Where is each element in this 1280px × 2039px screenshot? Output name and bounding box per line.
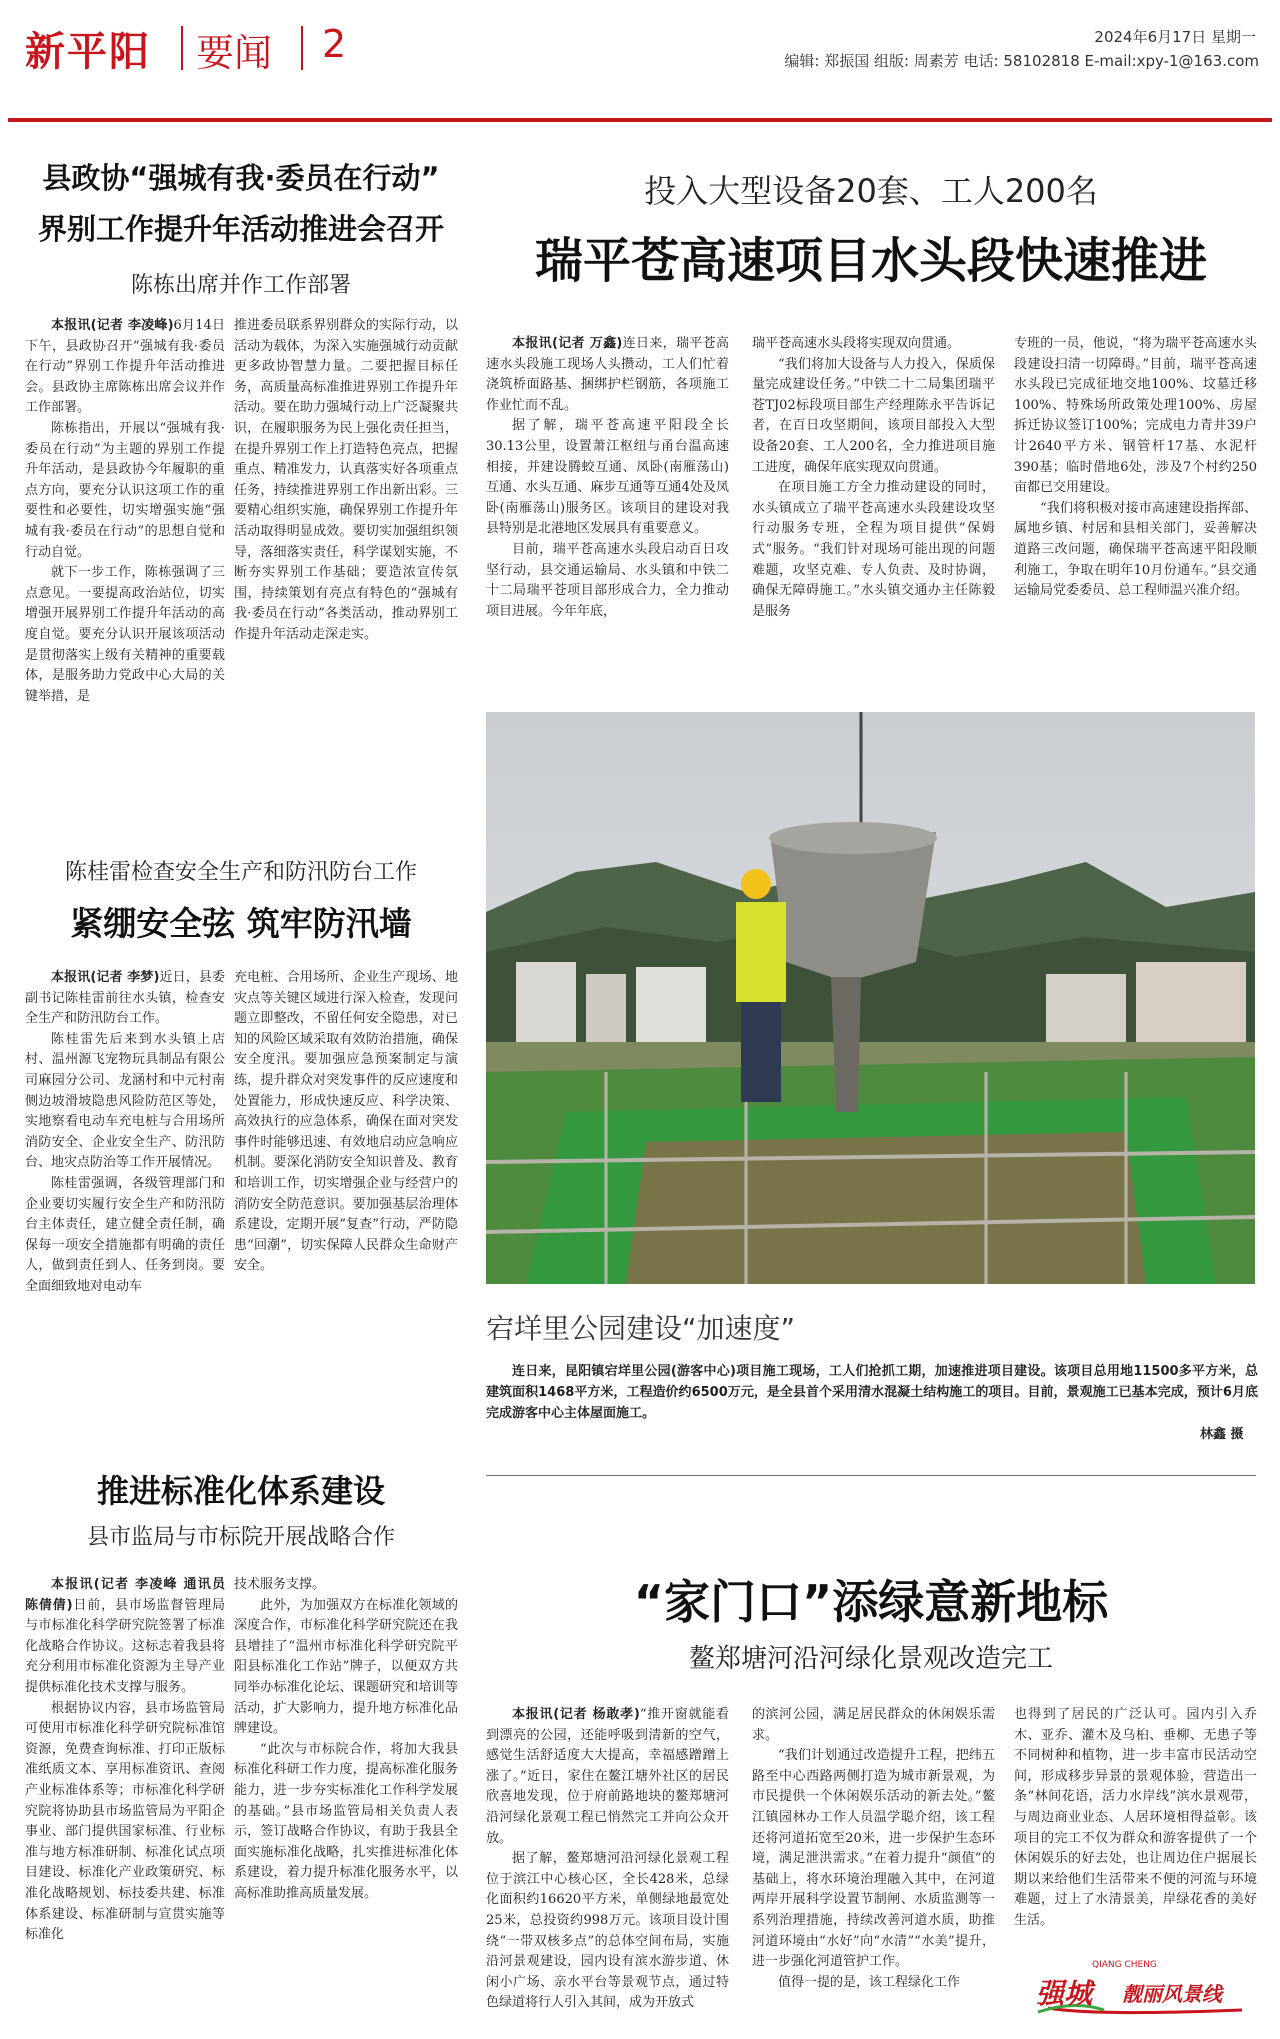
article4-column-2: [234, 1575, 458, 2025]
article5-paragraph: 据了解，鳌郑塘河沿河绿化景观工程位于滨江中心核心区，全长428米，总绿化面积约16620平方米，单侧绿地最宽处25米，总投资约998万元。该项目设计围绕“一带双核多点”的总体空间布局，实施沿河景观建设，园内设有滨水游步道、休闲小广场、亲水平台等景观节点，通过特色绿道将行人引入其间，成为开放式: [486, 1851, 729, 2011]
article5-column-2: [752, 1705, 995, 2035]
article3-kicker: 陈桂雷检查安全生产和防汛防台工作: [64, 860, 417, 885]
article1-column-2: [234, 316, 458, 774]
article2-paragraph: 在项目施工方全力推动建设的同时，水头镇成立了瑞平苍高速水头段建设攻坚行动服务专班，全程为项目提供“保姆式”服务。“我们针对现场可能出现的问题难题，攻坚克难、专人负责、及时协调，确保无障碍施工。”水头镇交通办主任陈毅是服务: [752, 480, 995, 619]
article5-paragraph: 也得到了居民的广泛认可。园内引入乔木、亚乔、灌木及乌桕、垂柳、无患子等不同树种和植物，进一步丰富市民活动空间，形成移步异景的景观体验，营造出一条“林间花语，活力水岸线”滨水景观带，与周边商业业态、人居环境相得益彰。该项目的完工不仅为群众和游客提供了一个休闲娱乐的好去处，也让周边住户据展长期以来给他们生活带来不便的河流与环境难题，过上了水清景美，岸绿花香的美好生活。: [1014, 1707, 1257, 1928]
article5-paragraph: “推开窗就能看到漂亮的公园，还能呼吸到清新的空气，感觉生活舒适度大大提高，幸福感蹭蹭上涨了。”近日，家住在鳌江塘外社区的居民欣喜地发现，位于府前路地块的鳌郑塘河沿河绿化景观工程已悄然完工并向公众开放。: [486, 1707, 729, 1846]
article5-title: “家门口”添绿意新地标: [633, 1575, 1109, 1629]
masthead-divider: [301, 26, 303, 70]
construction-photo: [486, 712, 1255, 1284]
article4-title: 推进标准化体系建设: [96, 1472, 385, 1510]
article2-paragraph: 专班的一员，他说，“将为瑞平苍高速水头段建设扫清一切障碍。”目前，瑞平苍高速水头段已完成征地交地100%、坟墓迁移100%、特殊场所政策处理100%、房屋拆迁协议签订100%；完成电力青井39户计2640平方米、钢管杆17基、水泥杆390基；临时借地6处，涉及7个村约250亩都已交用建设。: [1014, 336, 1257, 496]
article1-byline: 本报讯(记者 李凌峰): [51, 318, 174, 333]
article2-paragraph: 连日来，瑞平苍高速水头段施工现场人头攒动，工人们忙着浇筑桥面路基、捆绑护栏钢筋，各项施工作业忙而不乱。: [486, 336, 729, 413]
article3-paragraph: 陈桂雷强调，各级管理部门和企业要切实履行安全生产和防汛防台主体责任，建立健全责任制，确保每一项安全措施都有明确的责任人，做到责任到人、任务到岗。要全面细致地对电动车: [25, 1175, 225, 1294]
logo-main-text: 强城: [1036, 1977, 1093, 2010]
article3-title: 紧绷安全弦 筑牢防汛墙: [70, 904, 412, 943]
article3-paragraph: 近日，县委副书记陈桂雷前往水头镇，检查安全生产和防汛防台工作。: [25, 970, 225, 1027]
issue-date: 2024年6月17日 星期一: [1094, 28, 1256, 46]
article3-paragraph: 陈桂雷先后来到水头镇上店村、温州源飞宠物玩具制品有限公司麻园分公司、龙涵村和中元村南侧边坡滑坡隐患风险防范区等处，实地察看电动车充电桩与合用场所消防安全、企业安全生产、防汛防台、地灾点防治等工作开展情况。: [25, 1031, 225, 1171]
article2-paragraph: 据了解，瑞平苍高速平阳段全长30.13公里，设置萧江枢纽与甬台温高速相接，并建设腾蛟互通、凤卧(南雁荡山)互通、水头互通、麻步互通等互通4处及凤卧(南雁荡山)服务区。该项目的建设对我县特别是北港地区发展具有重要意义。: [486, 418, 729, 537]
article3-column-2: [234, 968, 458, 1402]
qiangcheng-logo: [1034, 1960, 1256, 2020]
article4-paragraph: 此外，为加强双方在标准化领域的深度合作，市标准化科学研究院还在我县增挂了“温州市标准化科学研究院平阳县标准化工作站”牌子，以便双方共同举办标准化论坛、课题研究和培训等活动，扩大影响力，提升地方标准化品牌建设。: [234, 1597, 458, 1737]
article4-paragraph: 日前，县市场监督管理局与市标准化科学研究院签署了标准化战略合作协议。这标志着我县将充分利用市标准化资源为主导产业提供标准化技术支撑与服务。: [25, 1597, 225, 1695]
article2-paragraph: “我们将积极对接市高速建设指挥部、属地乡镇、村居和县相关部门，妥善解决道路三改问题，确保瑞平苍高速平阳段顺利施工，争取在明年10月份通车。”县交通运输局党委委员、总工程师温兴准介绍。: [1014, 500, 1257, 599]
article4-paragraph: 技术服务支撑。: [234, 1577, 326, 1592]
masthead: [0, 0, 1280, 120]
article5-paragraph: 的滨河公园，满足居民群众的休闲娱乐需求。: [752, 1707, 995, 1743]
article1-paragraph: 就下一步工作，陈栋强调了三点意见。一要提高政治站位，切实增强开展界别工作提升年活动的高度自觉。要充分认识开展该项活动是贯彻落实上级有关精神的重要载体，是服务助力党政中心大局的关键举措，是: [25, 565, 225, 704]
section-divider: [486, 1475, 1256, 1476]
article5-subtitle: 鳌郑塘河沿河绿化景观改造完工: [688, 1644, 1053, 1674]
article2-column-3: [1014, 334, 1257, 654]
article4-column-1: [25, 1575, 225, 2025]
article5-paragraph: 值得一提的是，该工程绿化工作: [778, 1974, 961, 1990]
masthead-rule: [8, 118, 1272, 122]
article2-kicker: 投入大型设备20套、工人200名: [644, 172, 1098, 210]
page-number: 2: [322, 22, 347, 66]
article1-paragraph: 陈栋指出，开展以“强城有我·委员在行动”为主题的界别工作提升年活动，是县政协今年履职的重点方向，要充分认识这项工作的重要性和必要性，切实增强实施“强城有我·委员在行动”的思想自觉和行动自觉。: [25, 420, 225, 560]
article2-paragraph: 目前，瑞平苍高速水头段启动百日攻坚行动，县交通运输局、水头镇和中铁二十二局瑞平苍项目部形成合力，全力推动项目进展。今年年底，: [486, 541, 729, 619]
newspaper-name: 新平阳: [25, 28, 151, 75]
article4-paragraph: 根据协议内容，县市场监管局可使用市标准化科学研究院标准馆资源，免费查询标准、打印正版标准纸质文本、享用标准资讯、查阅产业标准体系等；市标准化科学研究院将协助县市场监管局为平阳企事业、部门提供国家标准、行业标准与地方标准研制、标准化试点项目建设、标准化产业政策研究、标准化战略规划、标技委共建、标准体系建设、标准研制与宣贯实施等标准化: [25, 1700, 225, 1943]
photo-caption-text: 连日来，昆阳镇宕垟里公园(游客中心)项目施工现场，工人们抢抓工期，加速推进项目建设。该项目总用地11500多平方米，总建筑面积1468平方米，工程造价约6500万元，是全县首个采用清水混凝土结构施工的项目。目前，景观施工已基本完成，预计6月底完成游客中心主体屋面施工。: [486, 1364, 1258, 1421]
article2-column-2: [752, 334, 995, 654]
article3-byline: 本报讯(记者 李梦): [51, 970, 160, 985]
construction-photo-image: [486, 712, 1255, 1284]
article4-paragraph: “此次与市标院合作，将加大我县标准化科研工作力度，提高标准化服务能力，进一步夯实标准化工作科学发展的基础。”县市场监管局相关负责人表示，签订战略合作协议，有助于我县全面实施标准化战略，扎实推进标准化体系建设，着力提升标准化服务水平，以高标准助推高质量发展。: [234, 1741, 458, 1901]
photo-credit: 林鑫 摄: [1200, 1427, 1244, 1442]
article3-column-1: [25, 968, 225, 1402]
editor-info: 编辑: 郑振国 组版: 周素芳 电话: 58102818 E-mail:xpy-1@163.com: [784, 52, 1259, 70]
logo-small-text: QIANG CHENG: [1092, 1960, 1157, 1970]
article2-title: 瑞平苍高速项目水头段快速推进: [534, 233, 1207, 289]
article4-byline: 本报讯(记者 李凌峰 通讯员 陈倩倩): [25, 1577, 225, 1613]
article2-paragraph: “我们将加大设备与人力投入，保质保量完成建设任务。”中铁二十二局集团瑞平苍TJ02标段项目部生产经理陈永平告诉记者，在百日攻坚期间，该项目部投入大型设备20套、工人200名，全力推进项目施工进度，确保年底实现双向贯通。: [752, 356, 995, 475]
photo-caption-title: 宕垟里公园建设“加速度”: [486, 1312, 796, 1345]
article2-paragraph: 瑞平苍高速水头段将实现双向贯通。: [752, 336, 961, 351]
article4-subtitle: 县市监局与市标院开展战略合作: [86, 1525, 395, 1550]
article1-title-line2: 界别工作提升年活动推进会召开: [37, 212, 444, 246]
article5-column-3: [1014, 1705, 1257, 1955]
article1-column-1: [25, 316, 225, 774]
masthead-divider: [181, 26, 183, 70]
article1-subtitle: 陈栋出席并作工作部署: [130, 273, 351, 298]
article5-column-1: [486, 1705, 729, 2035]
article1-title-line1: 县政协“强城有我·委员在行动”: [42, 161, 440, 195]
article5-paragraph: “我们计划通过改造提升工程，把纬五路至中心西路两侧打造为城市新景观，为市民提供一个休闲娱乐活动的新去处。”鳌江镇园林办工作人员温学聪介绍，该工程还将河道拓宽至20米，进一步保护生态环境，满足泄洪需求。”在着力提升“颜值”的基础上，将水环境治理融入其中，在河道两岸开展科学设置节制闸、水质监测等一系列治理措施，持续改善河道水质，助推河道环境由“水好”向“水清”“水美”提升，进一步强化河道管护工作。: [752, 1748, 995, 1970]
article3-paragraph: 充电桩、合用场所、企业生产现场、地灾点等关键区域进行深入检查，发现问题立即整改，不留任何安全隐患，对已知的风险区域采取有效防治措施，确保安全度汛。要加强应急预案制定与演练，提升群众对突发事件的反应速度和处置能力，形成快速反应、科学决策、高效执行的应急体系，确保在面对突发事件时能够迅速、有效地启动应急响应机制。要深化消防安全知识普及、教育和培训工作，切实增强企业与经营户的消防安全防范意识。要加强基层治理体系建设，定期开展“复查”行动，严防隐患“回潮”，切实保障人民群众生命财产安全。: [234, 970, 458, 1274]
article2-byline: 本报讯(记者 万鑫): [512, 336, 623, 351]
article2-column-1: [486, 334, 729, 654]
article1-paragraph: 推进委员联系界别群众的实际行动，以活动为载体，为深入实施强城行动贡献更多政协智慧力量。二要把握目标任务，高质量高标准推进界别工作提升年活动。要在助力强城行动上广泛凝聚共识，在履职服务为民上强化责任担当，在提升界别工作上打造特色亮点，把握重点、精准发力，认真落实好各项重点任务，持续推进界别工作出新出彩。三要精心组织实施，确保界别工作提升年活动取得明显成效。要切实加强组织领导，落细落实责任，科学谋划实施，不断夯实界别工作基础；要造浓宣传氛围，持续策划有亮点有特色的“强城有我·委员在行动”各类活动，推动界别工作提升年活动走深走实。: [234, 318, 458, 642]
section-name: 要闻: [196, 31, 273, 75]
article5-byline: 本报讯(记者 杨敢孝): [512, 1707, 640, 1722]
logo-tagline: 靓丽风景线: [1122, 1982, 1222, 2006]
article1-paragraph: 6月14日下午，县政协召开“强城有我·委员在行动”界别工作提升年活动推进会。县政协主席陈栋出席会议并作工作部署。: [25, 318, 225, 416]
